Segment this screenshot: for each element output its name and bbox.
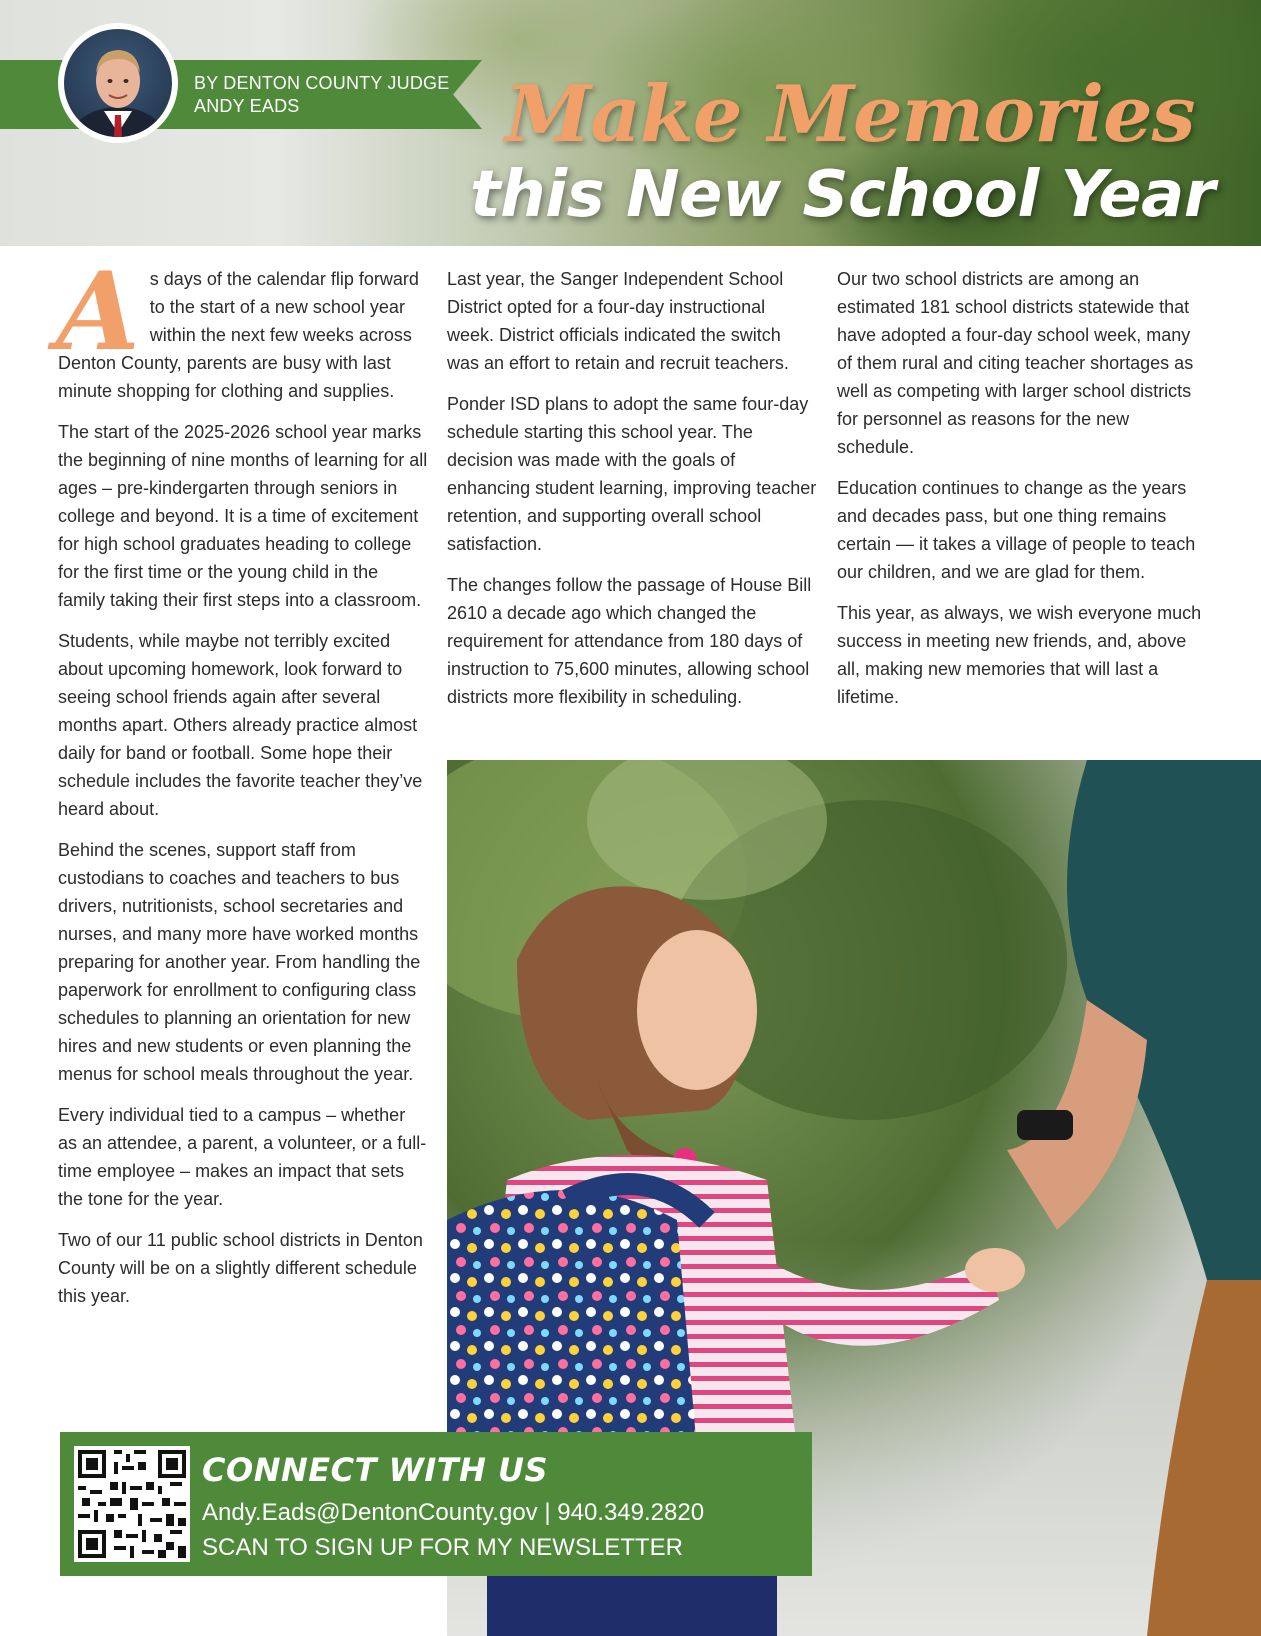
article-paragraph: Students, while maybe not terribly excited about upcoming homework, look forward to seeing school friends again after several months apart. Others already practice almost daily for band or football. Some hope their schedule includes the favorite teacher they’ve heard about. xyxy=(58,631,423,819)
byline-line-1: BY DENTON COUNTY JUDGE xyxy=(194,73,450,93)
qr-code-graphic xyxy=(78,1450,186,1558)
header-banner xyxy=(0,0,1261,246)
author-avatar xyxy=(58,23,178,143)
article-paragraph: Two of our 11 public school districts in Denton County will be on a slightly different schedule this year. xyxy=(58,1230,423,1306)
article-column-3 xyxy=(837,265,1207,724)
portrait-photo-icon xyxy=(64,29,172,137)
qr-code-icon[interactable] xyxy=(74,1446,190,1562)
article-paragraph: Every individual tied to a campus – whether as an attendee, a parent, a volunteer, or a full-time employee – makes an impact that sets the tone for the year. xyxy=(58,1105,427,1209)
article-paragraph xyxy=(56,249,428,405)
article-column-2 xyxy=(447,265,817,724)
article-paragraph: Our two school districts are among an estimated 181 school districts statewide that have adopted a four-day school week, many of them rural and citing teacher shortages as well as competing with larger school districts for personnel as reasons for the new schedule. xyxy=(837,269,1194,457)
contact-info-link[interactable]: Andy.Eads@DentonCounty.gov | 940.349.2820 xyxy=(202,1499,705,1526)
connect-title: CONNECT WITH US xyxy=(202,1451,549,1489)
article-paragraph: Education continues to change as the years and decades pass, but one thing remains certain — it takes a village of people to teach our children, and we are glad for them. xyxy=(837,478,1196,582)
paragraph-text: s days of the calendar flip forward to the start of a new school year within the next few weeks across Denton County, parents are busy with last minute shopping for clothing and supplies. xyxy=(58,269,419,401)
article-paragraph: The changes follow the passage of House Bill 2610 a decade ago which changed the requirement for attendance from 180 days of instruction to 75,600 minutes, allowing school districts more flexibility in scheduling. xyxy=(447,575,812,707)
newsletter-cta: SCAN TO SIGN UP FOR MY NEWSLETTER xyxy=(202,1534,683,1561)
article-paragraph: Last year, the Sanger Independent School District opted for a four-day instructional week. District officials indicated the switch was an effort to retain and recruit teachers. xyxy=(447,269,789,373)
article-column-1 xyxy=(56,249,428,1323)
headline-main: this New School Year xyxy=(470,158,1215,232)
byline xyxy=(194,72,484,118)
connect-box xyxy=(60,1432,812,1576)
article-paragraph: Behind the scenes, support staff from custodians to coaches and teachers to bus drivers, nutritionists, school secretaries and nurses, and many more have worked months preparing for another year. From handling the paperwork for enrollment to configuring class schedules to planning an orientation for new hires and new students or even planning the menus for school meals throughout the year. xyxy=(58,840,421,1084)
article-paragraph: Ponder ISD plans to adopt the same four-day schedule starting this school year. The decision was made with the goals of enhancing student learning, improving teacher retention, and supporting overall school satisfaction. xyxy=(447,394,817,554)
article-paragraph: The start of the 2025-2026 school year marks the beginning of nine months of learning for all ages – pre-kindergarten through seniors in college and beyond. It is a time of excitement for high school graduates heading to college for the first time or the young child in the family taking their first steps into a classroom. xyxy=(58,422,428,610)
dropcap: A xyxy=(56,249,140,375)
headline-script: Make Memories xyxy=(505,69,1195,160)
byline-line-2: ANDY EADS xyxy=(194,96,300,116)
article-paragraph: This year, as always, we wish everyone much success in meeting new friends, and, above all, making new memories that will last a lifetime. xyxy=(837,603,1202,707)
